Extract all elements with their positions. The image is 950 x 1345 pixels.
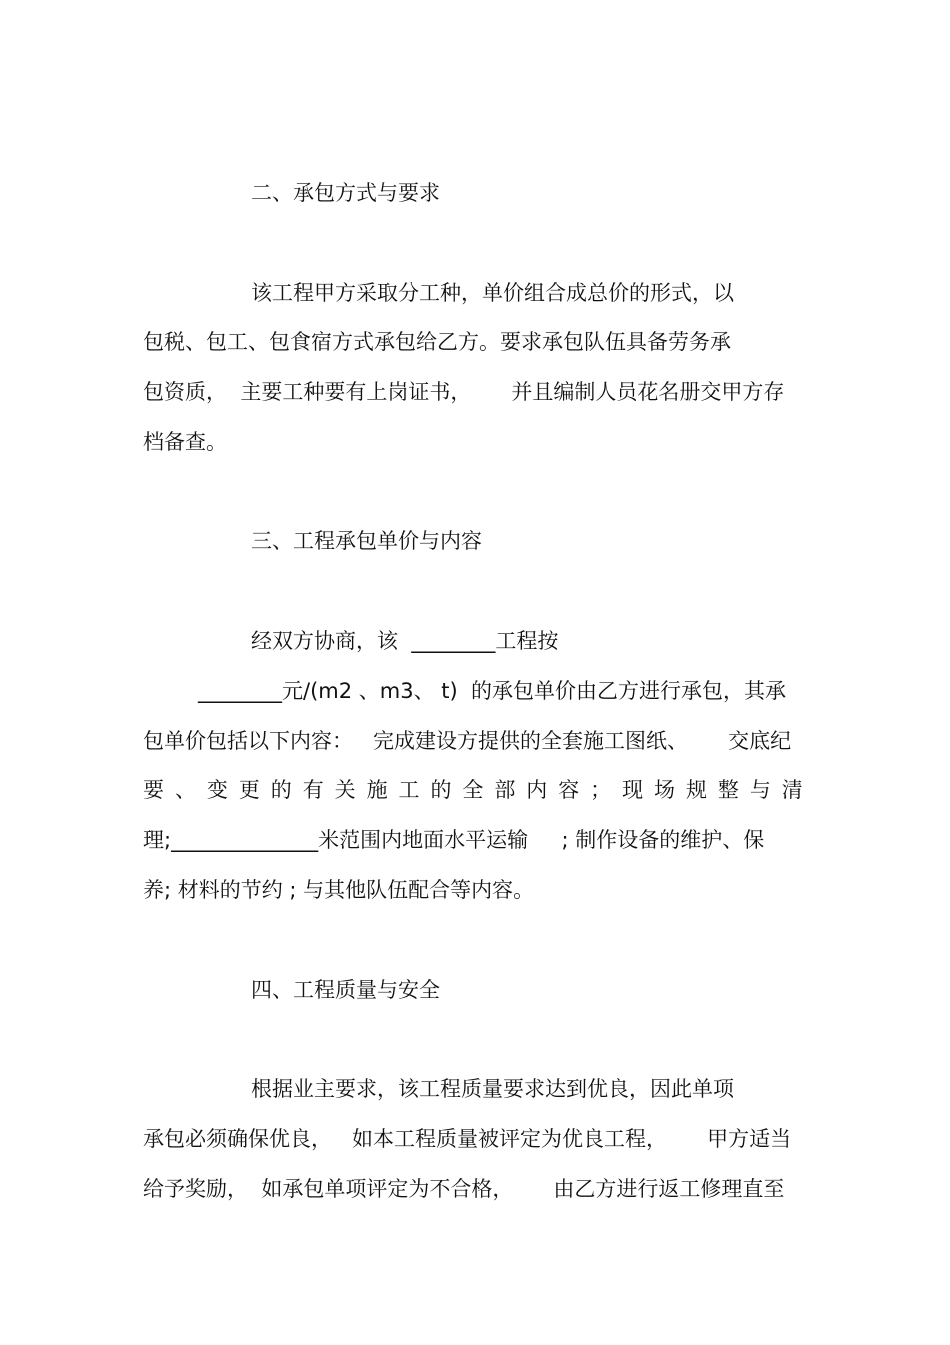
paragraph-line: 理;______________米范围内地面水平运输 ; 制作设备的维护、保: [143, 828, 765, 852]
paragraph-line: 养; 材料的节约 ; 与其他队伍配合等内容。: [143, 878, 535, 902]
char: 内: [526, 778, 548, 802]
char: 清: [781, 778, 803, 802]
char: 现: [622, 778, 644, 802]
char: 场: [654, 778, 675, 802]
char: 变: [206, 778, 228, 802]
paragraph-line: 该工程甲方采取分工种，单价组合成总价的形式，以: [251, 281, 734, 305]
paragraph-line: 经双方协商，该 ________工程按: [251, 629, 559, 653]
section-heading-4: 四、工程质量与安全: [251, 978, 440, 1002]
char: 规: [685, 778, 707, 802]
section-heading-2: 二、承包方式与要求: [251, 181, 440, 205]
char: 整: [717, 778, 739, 802]
section-heading-3: 三、工程承包单价与内容: [251, 529, 482, 553]
paragraph-line-spaced: [143, 775, 803, 805]
char: 容: [558, 778, 580, 802]
paragraph-line: 给予奖励， 如承包单项评定为不合格， 由乙方进行返工修理直至: [143, 1177, 785, 1201]
paragraph-line: 包资质， 主要工种要有上岗证书， 并且编制人员花名册交甲方存: [143, 380, 785, 404]
char: 全: [462, 778, 484, 802]
paragraph-line: 档备查。: [143, 430, 227, 454]
char: 有: [302, 778, 324, 802]
paragraph-line: 包单价包括以下内容： 完成建设方提供的全套施工图纸、 交底纪: [143, 729, 792, 753]
char: 施: [366, 778, 388, 802]
paragraph-line: 根据业主要求，该工程质量要求达到优良，因此单项: [251, 1077, 734, 1101]
char: 部: [494, 778, 516, 802]
char: 的: [270, 778, 292, 802]
char: 与: [749, 778, 771, 802]
char: 要: [143, 778, 164, 802]
char: 更: [238, 778, 260, 802]
char: 关: [334, 778, 356, 802]
paragraph-line: 承包必须确保优良， 如本工程质量被评定为优良工程， 甲方适当: [143, 1127, 792, 1151]
char: 的: [430, 778, 452, 802]
paragraph-line: 包税、包工、包食宿方式承包给乙方。要求承包队伍具备劳务承: [143, 330, 731, 354]
char: ；: [590, 778, 612, 802]
char: 、: [174, 778, 196, 802]
paragraph-line: ________元/(m2 、m3、 t) 的承包单价由乙方进行承包，其承: [198, 679, 787, 703]
char: 工: [398, 778, 420, 802]
